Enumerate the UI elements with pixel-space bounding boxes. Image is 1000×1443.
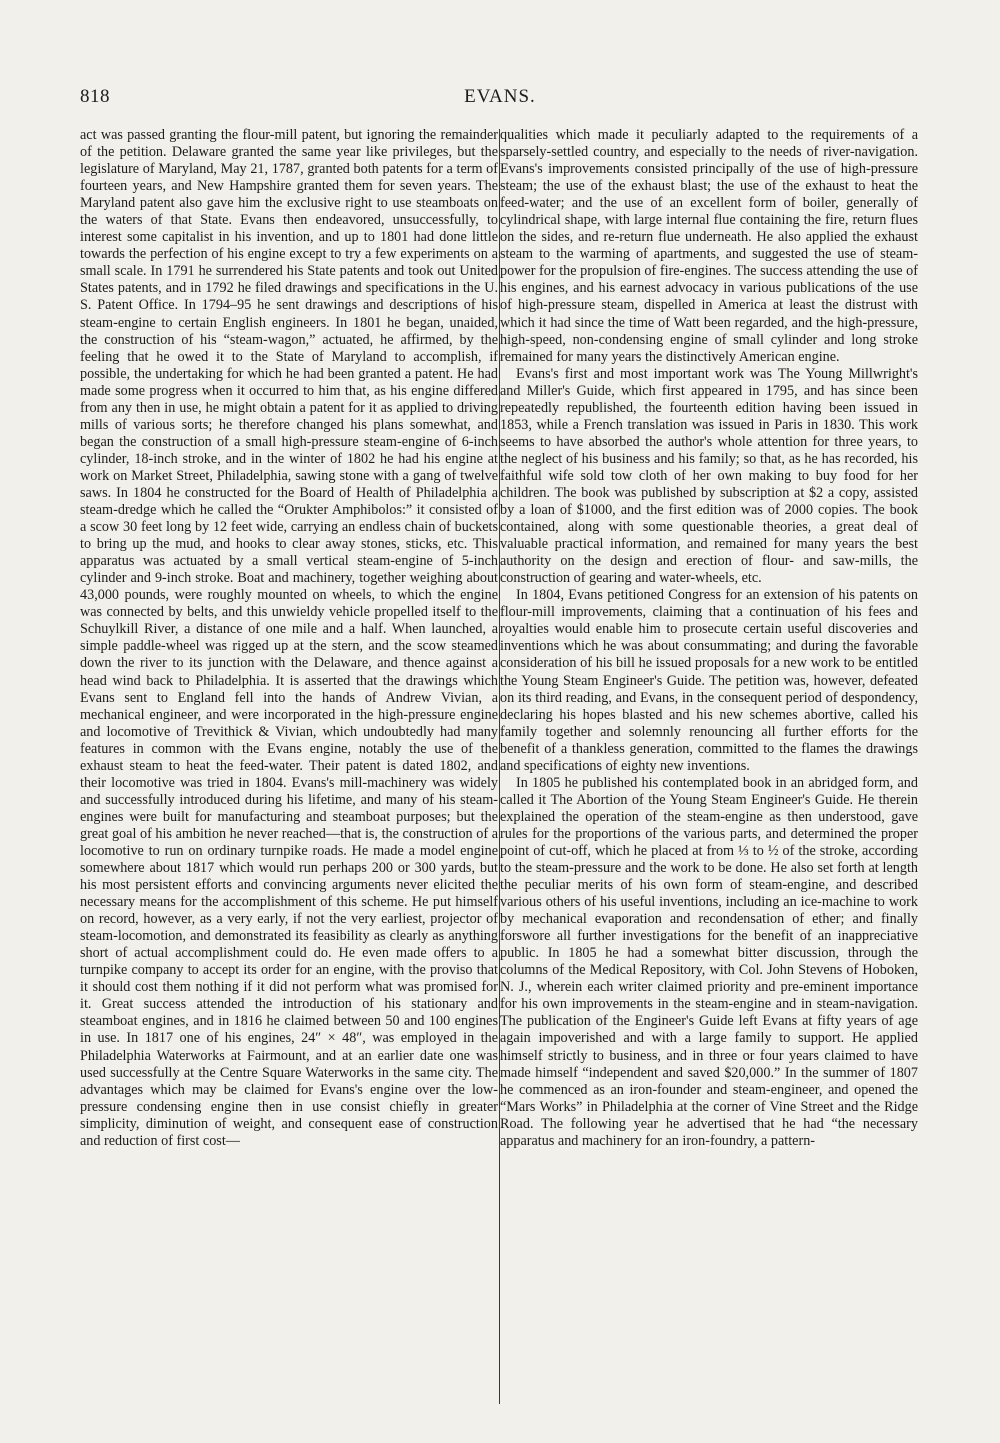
running-head: EVANS. xyxy=(464,86,536,107)
paragraph: qualities which made it peculiarly adapted to the requirements of a sparsely-settled country, and especially to the needs of river-navigation. Evans's improvements consisted principally of the use of high-pressure steam; the use of the exhaust blast; the use of the exhaust to heat the feed-water; and the use of an excellent form of boiler, generally of cylindrical shape, with large internal flue containing the fire, return flues on the sides, and re-return flue underneath. He also applied the exhaust steam to the warming of apartments, and suggested the use of steam-power for the propulsion of fire-engines. The success attending the use of his engines, and his earnest advocacy in various publications of the use of high-pressure steam, dispelled in America at least the distrust with which it had since the time of Watt been regarded, and the high-pressure, high-speed, non-condensing engine of small cylinder and long stroke remained for many years the distinctively American engine. xyxy=(500,127,918,365)
paragraph: In 1805 he published his contemplated book in an abridged form, and called it The Abortion of the Young Steam Engineer's Guide. He therein explained the operation of the steam-engine as then understood, gave rules for the proportions of the various parts, and determined the proper point of cut-off, which he placed at from ⅓ to ½ of the stroke, according to the steam-pressure and the work to be done. He also set forth at length the peculiar merits of his own form of steam-engine, and described various others of his useful inventions, including an ice-machine to work by mechanical evaporation and recondensation of ether; and finally forswore all further investigations for the benefit of an inappreciative public. In 1805 he had a somewhat bitter discussion, through the columns of the Medical Repository, with Col. John Stevens of Hoboken, N. J., wherein each writer claimed priority and pre-eminent importance for his own improvements in the steam-engine and in steam-navigation. The publication of the Engineer's Guide left Evans at fifty years of age again impoverished and with a large family to support. He applied himself strictly to business, and in three or four years claimed to have made himself “independent and saved $20,000.” In the summer of 1807 he commenced as an iron-founder and steam-engineer, and opened the “Mars Works” in Philadelphia at the corner of Vine Street and the Ridge Road. The following year he advertised that he had “the necessary apparatus and machinery for an iron-foundry, a pattern- xyxy=(500,774,918,1149)
paragraph: In 1804, Evans petitioned Congress for an extension of his patents on flour-mill improvements, claiming that a continuation of his fees and royalties would enable him to prosecute certain useful discoveries and inventions which he was about consummating; and during the favorable consideration of his bill he issued proposals for a new work to be entitled the Young Steam Engineer's Guide. The petition was, however, defeated on its third reading, and Evans, in the consequent period of despondency, declaring his hopes blasted and his new schemes abortive, called his family together and solemnly renouncing all further efforts for the benefit of a thankless generation, committed to the flames the drawings and specifications of eighty new inventions. xyxy=(500,587,918,774)
left-column xyxy=(80,127,498,1409)
paragraph: act was passed granting the flour-mill patent, but ignoring the remainder of the petition. Delaware granted the same year like privileges, but the legislature of Maryland, May 21, 1787, granted both patents for a term of fourteen years, and New Hampshire granted them for seven years. The Maryland patent also gave him the exclusive right to use steamboats on the waters of that State. Evans then endeavored, unsuccessfully, to interest some capitalist in his invention, and up to 1801 had done little towards the perfection of his engine except to try a few experiments on a small scale. In 1791 he surrendered his State patents and took out United States patents, and in 1792 he filed drawings and specifications in the U. S. Patent Office. In 1794–95 he sent drawings and descriptions of his steam-engine to certain English engineers. In 1801 he began, unaided, the construction of his “steam-wagon,” actuated, he affirmed, by the feeling that he owed it to the State of Maryland to accomplish, if possible, the undertaking for which he had been granted a patent. He had made some progress when it occurred to him that, as his engine differed from any then in use, he might obtain a patent for it as applied to driving mills of various sorts; he therefore changed his plans somewhat, and began the construction of a small high-pressure steam-engine of 6-inch cylinder, 18-inch stroke, and in the winter of 1802 he had his engine at work on Market Street, Philadelphia, sawing stone with a gang of twelve saws. In 1804 he constructed for the Board of Health of Philadelphia a steam-dredge which he called the “Orukter Amphibolos:” it consisted of a scow 30 feet long by 12 feet wide, carrying an endless chain of buckets to bring up the mud, and hooks to clear away stones, sticks, etc. This apparatus was actuated by a small vertical steam-engine of 5-inch cylinder and 9-inch stroke. Boat and machinery, together weighing about 43,000 pounds, were roughly mounted on wheels, to which the engine was connected by belts, and this unwieldy vehicle propelled itself to the Schuylkill River, a distance of one mile and a half. When launched, a simple paddle-wheel was rigged up at the stern, and the scow steamed down the river to its junction with the Delaware, and thence against a head wind back to Philadelphia. It is asserted that the drawings which Evans sent to England fell into the hands of Andrew Vivian, a mechanical engineer, and were incorporated in the high-pressure engine and locomotive of Trevithick & Vivian, which undoubtedly had many features in common with the Evans engine, notably the use of the exhaust steam to heat the feed-water. Their patent is dated 1802, and their locomotive was tried in 1804. Evans's mill-machinery was widely and successfully introduced during his lifetime, and many of his steam-engines were built for manufacturing and steamboat purposes; but the great goal of his ambition he never reached—that is, the construction of a locomotive to run on ordinary turnpike roads. He made a model engine somewhere about 1817 which would run perhaps 200 or 300 yards, but his most persistent efforts and convincing arguments never elicited the necessary means for the accomplishment of this scheme. He put himself on record, however, as a very early, if not the very earliest, projector of steam-locomotion, and demonstrated its feasibility as clearly as anything short of actual accomplishment could do. He even made offers to a turnpike company to accept its order for an engine, with the proviso that it should cost them nothing if it did not perform what was promised for it. Great success attended the introduction of his stationary and steamboat engines, and in 1816 he claimed between 50 and 100 engines in use. In 1817 one of his engines, 24″ × 48″, was employed in the Philadelphia Waterworks at Fairmount, and at an earlier date one was used successfully at the Centre Square Waterworks in the same city. The advantages which may be claimed for Evans's engine over the low-pressure condensing engine then in use consist chiefly in greater simplicity, diminution of weight, and consequent ease of construction and reduction of first cost— xyxy=(80,127,498,1149)
page-number: 818 xyxy=(80,86,110,107)
text-columns xyxy=(80,127,918,1409)
paragraph: Evans's first and most important work was The Young Millwright's and Miller's Guide, which first appeared in 1795, and has since been repeatedly republished, the fourteenth edition having been issued in 1853, while a French translation was issued in Paris in 1830. This work seems to have absorbed the author's whole attention for three years, to the neglect of his business and his family; so that, as he has recorded, his faithful wife sold tow cloth of her own making to buy food for her children. The book was published by subscription at $2 a copy, assisted by a loan of $1000, and the first edition was of 2000 copies. The book contained, along with some questionable theories, a great deal of valuable practical information, and remained for many years the best authority on the design and erection of flour- and saw-mills, the construction of gearing and water-wheels, etc. xyxy=(500,365,918,587)
right-column xyxy=(500,127,918,1409)
